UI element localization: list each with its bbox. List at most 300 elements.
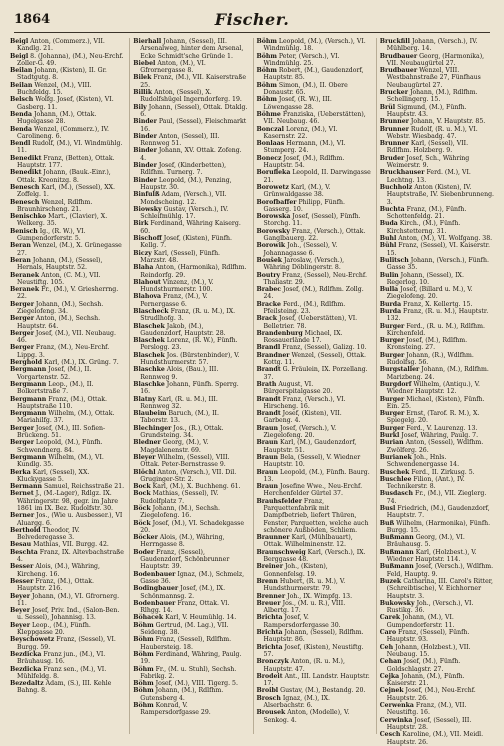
entry-details: Josef, (R. W.), III. Löwengasse 28. — [263, 96, 332, 111]
directory-entry — [257, 169, 371, 184]
directory-entry — [133, 89, 247, 104]
entry-surname: Bracke — [256, 300, 281, 308]
entry-details: Franz, (M.), Ottak. Hauptstr. 216. — [17, 577, 94, 593]
entry-surname: Blaschek — [133, 322, 165, 330]
directory-entry — [380, 432, 494, 439]
directory-entry — [133, 636, 247, 651]
directory-entry — [257, 614, 371, 629]
entry-surname: Blascheck — [133, 307, 169, 315]
entry-details: Josefine Wwe., Neu-Erchf. Herchenfelder Gürtel 37. — [263, 483, 363, 498]
entry-details: Karl, (Sessel), Fünfh. Marzstr. 48. — [140, 249, 221, 264]
directory-entry — [10, 680, 124, 695]
entry-details: Catharina, III. Carol's Ritter, (Schreibtische), V. Eichhorner Hauptstr. 3. — [386, 577, 494, 600]
directory-entry — [133, 264, 247, 279]
entry-details: Josef, Sch., Währing Weimerstr. 9. — [386, 154, 470, 170]
entry-details: Ferdinand, Währing Kaiserg. 60. — [140, 220, 241, 235]
entry-surname: Biebel — [133, 59, 156, 67]
directory-entry — [257, 140, 371, 155]
directory-entry — [380, 549, 494, 564]
directory-entry — [133, 220, 247, 235]
entry-surname: Bodenbauer — [133, 570, 176, 578]
entry-surname: Boušek — [256, 256, 283, 264]
entry-surname: Böhm — [256, 81, 277, 89]
directory-entry — [133, 549, 247, 571]
directory-entry — [257, 687, 371, 694]
directory-entry — [380, 563, 494, 578]
entry-details: Karl, (M.), IX. Grüng. 7. — [44, 359, 119, 367]
entry-details: Hermann, (M.), VI. Stumperg. 24. — [263, 140, 346, 155]
entry-surname: Blaschek — [133, 337, 165, 345]
entry-details: Wilhelm, (Antiqu.), V. Wiedner Hauptstr. 12. — [386, 380, 481, 396]
directory-entry — [380, 520, 494, 535]
entry-surname: Burgstaller — [379, 366, 420, 374]
directory-entry — [133, 585, 247, 600]
entry-surname: Böhm — [133, 680, 154, 688]
entry-surname: Beilan — [10, 67, 33, 75]
entry-surname: Beyer — [10, 607, 30, 615]
entry-surname: Bulitsch — [379, 256, 409, 264]
entry-details: Anton, (M.), Sechsh. Hauptstr. 64. — [17, 315, 101, 330]
entry-details: Johann, XV. Ottak. Zofeng. 4. — [140, 147, 242, 162]
entry-surname: Caro — [379, 629, 397, 637]
directory-entry — [10, 439, 124, 454]
directory-entry — [257, 410, 371, 425]
directory-entry — [257, 111, 371, 126]
entry-details: Josef, (M.), Rdlfhm. Hauptstr. 54. — [263, 154, 345, 170]
entry-surname: Bernet — [10, 490, 34, 498]
directory-entry — [10, 330, 124, 345]
entry-details: Gustav, (M.), Bestandg. 20. — [280, 687, 366, 695]
directory-entry — [133, 534, 247, 549]
entry-surname: Burgdorf — [379, 380, 412, 388]
entry-surname: Cejka — [379, 672, 400, 680]
directory-entry — [257, 629, 371, 644]
directory-entry — [380, 578, 494, 600]
entry-details: Josef, (Kinderbetten), Rdlfhm. Turnerg. 7. — [140, 162, 227, 177]
entry-surname: Binfulß — [133, 191, 160, 199]
directory-entry — [10, 666, 124, 681]
entry-details: Anton, (Modelle), V. Senkog. 4. — [263, 709, 350, 724]
directory-entry — [10, 286, 124, 301]
entry-surname: Borofbaffer — [256, 198, 297, 206]
entry-details: Joh., (Sessel), V. Johannagasse 6. — [263, 242, 338, 257]
entry-details: Franz, (M.), Ottak. Hauptstraße 110. — [17, 395, 107, 410]
directory-entry — [133, 490, 247, 505]
directory-entry — [257, 199, 371, 214]
entry-surname: Bezdicka — [10, 650, 42, 658]
entry-details: Wilhelm, (Harmonika), Fünfh. Burgg. 15. — [386, 519, 491, 534]
entry-details: Johann, (M.), (Sessel), Hernals, Hauptstr. 52. — [17, 256, 103, 272]
directory-entry — [380, 687, 494, 702]
entry-details: Ignaz, (M.), IX. Alserbachstr. 6. — [263, 694, 330, 710]
directory-entry — [10, 425, 124, 440]
entry-surname: Braun — [256, 439, 278, 447]
entry-surname: Brandt — [256, 410, 281, 418]
entry-surname: Borowetz — [256, 183, 289, 191]
entry-surname: Besser — [10, 577, 34, 585]
directory-entry — [133, 666, 247, 681]
entry-surname: Berger — [10, 424, 34, 432]
entry-details: Josef, Priv. Ind., (Salon-Ben. u. Sessel), Johannisg. 13. — [17, 607, 120, 622]
entry-details: Michael, (Kisten), Fünfh. Ein. 25. — [386, 395, 485, 410]
directory-entry — [257, 301, 371, 316]
entry-surname: Busdasch — [379, 490, 414, 498]
entry-surname: Biczy — [133, 249, 152, 257]
directory-entry — [380, 126, 494, 141]
entry-details: Franz, Ottak. Vl. Rlhgg. 14. — [140, 599, 230, 615]
entry-details: Johann, (M.), Rdlfhm. Marizbeng. 24. — [386, 366, 489, 381]
running-title: Fischer. — [214, 10, 290, 29]
directory-entry — [380, 242, 494, 257]
entry-details: Leopold, II. Darwingasse 21. — [263, 169, 371, 184]
entry-details: Rudolf, (M.), VI. Windmühlg. 11. — [17, 140, 123, 155]
entry-surname: Berger — [10, 315, 34, 323]
entry-details: Josef, (M.), IX. Schönmannsg. 2. — [140, 585, 226, 600]
directory-entry — [133, 177, 247, 192]
entry-surname: Böhme — [256, 110, 281, 118]
entry-surname: Bierhall — [133, 38, 162, 45]
entry-surname: Böhm — [133, 687, 154, 695]
entry-surname: Brabec — [256, 286, 282, 294]
entry-surname: Böhm — [133, 702, 154, 710]
entry-details: Johann, (M.), Rdlfhm. Gutensberg 4. — [140, 687, 224, 702]
entry-details: Johann, (Sessel), Ottak. Dtaklg. 6. — [140, 103, 248, 118]
directory-entry — [257, 396, 371, 411]
entry-details: Joh., (Kisten), Gonnenfelsg. 19. — [263, 563, 328, 578]
entry-details: Ignaz, (M.), Schmelz, Gasse 36. — [140, 570, 245, 585]
entry-surname: Blaschek — [133, 351, 165, 359]
directory-entry — [257, 53, 371, 68]
entry-surname: Benedikt — [10, 169, 42, 177]
entry-surname: Cerwenka — [379, 702, 414, 710]
entry-surname: Böhm — [133, 621, 154, 629]
entry-details: Ig., (R. W.), VI. Gumpendorferstr. 5. — [17, 227, 86, 243]
directory-entry — [380, 220, 494, 235]
directory-entry — [380, 272, 494, 287]
entry-details: Paul, (Sessel), Fleischmarkt 16. — [140, 118, 247, 133]
entry-surname: Bezedaltz — [10, 680, 44, 688]
entry-surname: Bily — [133, 103, 147, 111]
entry-surname: Ceh — [379, 643, 394, 651]
entry-details: Fr., (M.), V. Griesherrng. 22. — [17, 286, 119, 301]
directory-entry — [133, 687, 247, 702]
entry-surname: Bergmann — [10, 366, 47, 374]
entry-details: Franz, IX. Altevbachstraße 4. — [17, 548, 124, 564]
entry-surname: Buchta — [379, 205, 405, 213]
directory-entry — [380, 410, 494, 425]
entry-details: Johann, (Sessel), IX. Regerlog. 10. — [386, 271, 464, 286]
entry-details: Wenzel, (Commerz.), IV. Carolineng. 6. — [17, 125, 109, 140]
entry-surname: Buchholz — [379, 183, 413, 191]
entry-surname: Brül — [379, 103, 396, 111]
directory-entry — [133, 133, 247, 148]
directory-entry — [10, 111, 124, 126]
entry-details: Karl, (Sessel), VII. Rdlfhm. Holzberg. 9. — [386, 140, 469, 155]
entry-surname: Burger — [379, 410, 405, 418]
directory-entry — [10, 184, 124, 199]
entry-details: Ferdinand, Währing, Paulg. 19. — [140, 650, 242, 666]
entry-details: Jaroslaw, (Versch.), Währing Döblingerstr. 8. — [263, 256, 345, 272]
entry-surname: Braunschweig — [256, 548, 306, 556]
entry-details: Friedrich, (M.), Gaudenzdorf, Hauptstr. 7. — [386, 505, 490, 520]
directory-entry — [133, 206, 247, 221]
directory-entry — [10, 622, 124, 637]
entry-surname: Buda — [379, 220, 398, 228]
entry-details: Josef, (Kisten), Neustiftg. 57. — [263, 643, 364, 658]
entry-surname: Bulla — [379, 286, 399, 294]
directory-entry — [380, 323, 494, 338]
entry-surname: Brunner — [379, 118, 409, 126]
directory-entry — [380, 104, 494, 119]
entry-details: Karl, V. Heumühlg. 14. — [165, 614, 237, 622]
entry-surname: Burger — [379, 395, 405, 403]
directory-entry — [10, 38, 124, 53]
directory-entry — [257, 82, 371, 97]
entry-surname: Brandner — [256, 351, 290, 359]
entry-surname: Blechinger — [133, 424, 172, 432]
directory-entry — [10, 53, 124, 68]
entry-details: Johann, (Versch.), Fünfh. Gasse 35. — [386, 256, 489, 272]
entry-details: Franz, (Betten), Ottak. Hauptstr. 177. — [17, 154, 115, 170]
directory-entry — [10, 199, 124, 214]
directory-entry — [380, 184, 494, 206]
directory-entry — [10, 257, 124, 272]
entry-details: Hubert, (R. u. M.), V. Hundsthurmerstr. 79. — [263, 577, 346, 593]
entry-surname: Beilan — [10, 81, 33, 89]
entry-surname: Brath — [256, 380, 277, 388]
directory-entry — [133, 396, 247, 411]
entry-details: Josef, (M.), VIII. Tigerg. 5. — [155, 680, 238, 688]
entry-surname: Blaschke — [133, 366, 165, 374]
entry-details: Adam, (Versch.), VII. Mondscheing. 12. — [140, 191, 227, 206]
entry-details: Franz, (Sessel), Fünfh. Hauptstr. 93. — [386, 629, 470, 644]
entry-details: Wilhelm, (M.), Ottak. Mariahilfg. 37. — [17, 410, 115, 425]
directory-entry — [10, 140, 124, 155]
directory-entry — [380, 235, 494, 242]
entry-surname: Bußmann — [379, 534, 414, 542]
directory-entry — [257, 469, 371, 484]
directory-entry — [10, 96, 124, 111]
entry-surname: Bergmann — [10, 380, 47, 388]
entry-surname: Bendl — [10, 140, 31, 148]
entry-surname: Cejnek — [379, 687, 404, 695]
entry-details: Josef, (Kisten), VII. Garbeng. 4. — [263, 410, 342, 425]
entry-surname: Belsch — [10, 96, 34, 104]
directory-entry — [380, 490, 494, 505]
entry-details: Ferd., II. Zirkusg. 5. — [411, 468, 475, 476]
entry-details: Franz, (Versch.), Ottak. Ganglbauerg. 22. — [263, 227, 366, 243]
entry-surname: Bodenbauer — [133, 599, 176, 607]
entry-details: Mathias, (Sessel), IV. Rudolfplatz 7. — [140, 490, 219, 505]
entry-details: Josef, (Sessel), Fünfh. Storchg. 11. — [263, 213, 361, 228]
entry-surname: Beyer — [10, 621, 30, 629]
entry-details: Mathias, VII. Burgg. 42. — [33, 541, 109, 549]
entry-details: Fr., (M.), VII. Zieglerg. 74. — [386, 490, 487, 505]
entry-details: Mart., (Clavier), X. Welkerg. 35. — [17, 213, 108, 228]
directory-entry — [257, 184, 371, 199]
entry-surname: Beran — [10, 256, 31, 264]
entry-details: Georg, (Harmonika), VII. Neubaugürtel 27. — [386, 52, 485, 67]
entry-details: Johann, (M.), Sechsh. Ziegelofeng. 16. — [140, 505, 220, 520]
directory-entry — [380, 381, 494, 396]
directory-entry — [133, 425, 247, 440]
entry-surname: Biowsky — [133, 205, 162, 213]
entry-surname: Besser — [10, 563, 34, 571]
entry-surname: Boutry — [256, 271, 281, 279]
entry-surname: Binder — [133, 147, 157, 155]
entry-surname: Bleyer — [133, 453, 156, 461]
directory-entry — [380, 505, 494, 520]
directory-entry — [257, 454, 371, 469]
entry-details: Franz, (Sessel), Rdlfhm. Haubersteig. 18. — [140, 636, 232, 651]
directory-entry — [10, 315, 124, 330]
directory-entry — [133, 483, 247, 490]
entry-details: Josef, (M.), Rdlfhm. Zollg. 24. — [263, 286, 364, 301]
entry-surname: Buschek — [379, 468, 410, 476]
directory-entry — [133, 505, 247, 520]
directory-entry — [380, 53, 494, 68]
directory-entry — [133, 439, 247, 454]
directory-entry — [380, 308, 494, 323]
entry-surname: Bußmann — [379, 548, 414, 556]
entry-surname: Benesch — [10, 198, 40, 206]
entry-details: Franz jun., (M.), VI. Bräuhausg. 16. — [17, 650, 106, 666]
directory-entry — [10, 490, 124, 512]
directory-entry — [257, 439, 371, 454]
entry-details: Ferd., (M.), Rdlfhm. Pfeilsteing. 23. — [263, 300, 346, 315]
directory-entry — [10, 381, 124, 396]
entry-surname: Bukowsky — [379, 599, 415, 607]
entry-details: Lorenz, (R. W.), Fünfh. Perslogg. 23. — [140, 337, 238, 352]
entry-details: Franz, (R. u. M.), IX. Strudlhofg. 3. — [140, 307, 236, 323]
directory-entry — [10, 410, 124, 425]
entry-surname: Binder — [133, 176, 157, 184]
directory-column-1 — [10, 38, 124, 734]
entry-surname: Brichta — [256, 643, 283, 651]
entry-details: Konrad, V. Rampersdorfgasse 29. — [140, 702, 211, 717]
entry-surname: Burkl — [379, 432, 400, 440]
entry-details: Jakob, (M.), Gaudenzdorf, Hauptstr. 28. — [140, 322, 226, 337]
directory-entry — [380, 717, 494, 732]
entry-details: Franz, (Versch.), VI. Hirscheng. 16. — [263, 395, 346, 410]
directory-entry — [257, 272, 371, 287]
entry-surname: Buß — [379, 519, 395, 527]
entry-surname: Bruckfill — [379, 38, 410, 45]
entry-surname: Böck — [133, 505, 151, 512]
entry-details: Leopold, (M.), Fünfh. Schwendnerg. 84. — [17, 439, 103, 454]
entry-surname: Binder — [133, 118, 157, 126]
entry-details: Anton, (R. u. M.), Hauptstr. 47. — [263, 658, 345, 673]
entry-details: Franz, Parquettenfabrik mit Dampfbetrieb, liefert Thüren, Fenster, Parquetten, welche auch schönere Außböden, Schliem. — [263, 497, 369, 534]
entry-surname: Burger — [379, 337, 405, 345]
directory-entry — [380, 534, 494, 549]
directory-entry — [133, 520, 247, 535]
entry-details: 8. (Johanna), (M.), Neu-Erchf. Zoller-G. 49. — [17, 52, 124, 67]
entry-surname: Brandt — [256, 395, 281, 403]
entry-details: Johann, (M.), Sechsh. Ziegelofeng. 34. — [17, 300, 104, 315]
directory-entry — [10, 272, 124, 287]
directory-entry — [257, 155, 371, 170]
entry-surname: Beyschowetz — [10, 636, 55, 644]
entry-surname: Burian — [379, 439, 404, 447]
entry-surname: Böcker — [133, 534, 158, 542]
entry-surname: Bock — [133, 490, 151, 498]
directory-entry — [257, 315, 371, 330]
entry-surname: Brunner — [379, 140, 409, 148]
directory-entry — [257, 483, 371, 498]
entry-surname: Cesch — [379, 731, 401, 739]
entry-surname: Bischoff — [133, 235, 162, 243]
directory-entry — [257, 658, 371, 673]
entry-details: Fr., (M. u. Stuhl), Sechsh. Fabrikg. 2. — [140, 665, 237, 680]
directory-entry — [133, 308, 247, 323]
directory-entry — [133, 702, 247, 717]
directory-entry — [133, 74, 247, 89]
directory-entry — [380, 702, 494, 717]
directory-entry — [133, 323, 247, 338]
entry-surname: Bilek — [133, 74, 152, 82]
entry-details: Vinzenz, (M.), V. Hundsthurmerstr. 100. — [140, 278, 214, 294]
entry-surname: Berger — [10, 344, 34, 352]
entry-details: Leopold, (M.), Penzing, Haupstr. 30. — [140, 176, 232, 191]
entry-surname: Breiner — [256, 563, 283, 571]
directory-entry — [380, 476, 494, 491]
directory-entry — [257, 695, 371, 710]
entry-surname: Borufleka — [256, 169, 291, 177]
entry-details: Jos. (Bürstenbinder), V. Hundsthurmerstr. 57. — [140, 351, 240, 367]
directory-entry — [257, 330, 371, 345]
entry-surname: Bezdicka — [10, 665, 42, 673]
entry-details: Franz, (M.), V. Pernergasse 6. — [140, 293, 208, 308]
entry-surname: Beigl — [10, 38, 29, 45]
directory-entry — [257, 593, 371, 600]
entry-details: Ferd. (M.), VI. Lechtng. 13. — [386, 169, 471, 184]
entry-surname: Berka — [10, 468, 31, 476]
entry-details: Josef, (M.), Neu-Erchf. Hauptstr. 26. — [386, 687, 476, 702]
directory-entry — [257, 257, 371, 272]
entry-surname: Böhm — [256, 38, 277, 45]
directory-entry — [10, 359, 124, 366]
entry-surname: Besau — [10, 541, 32, 549]
entry-details: Baruch, (M.), II. Taborstr. 13. — [140, 410, 219, 425]
directory-entry — [380, 140, 494, 155]
entry-surname: Böhm — [256, 67, 277, 75]
directory-entry — [133, 104, 247, 119]
directory-entry — [10, 126, 124, 141]
entry-details: Johann, Fünfh. Sperrg. 16. — [140, 380, 239, 396]
directory-entry — [10, 155, 124, 170]
directory-entry — [133, 191, 247, 206]
entry-details: Johann, (M.), Rdlfhm. Schellingerg. 15. — [386, 89, 478, 104]
directory-entry — [10, 67, 124, 82]
entry-details: Karl, (M.), Gaudenzdorf, Hauptstr. 51. — [263, 439, 357, 454]
entry-surname: Beranek — [10, 286, 40, 294]
entry-details: August, VI. Bürgerspitalgasse 20. — [263, 380, 333, 396]
directory-entry — [133, 293, 247, 308]
entry-surname: Birk — [133, 220, 149, 228]
directory-entry — [380, 425, 494, 432]
entry-details: Anton, (Harmonika), Rdlfhm. Reindorfg. 29. — [140, 264, 247, 279]
entry-details: Johann, (M.), Fünfh. Kaiserstr. 21. — [386, 672, 465, 688]
directory-entry — [10, 593, 124, 608]
directory-entry — [10, 483, 124, 490]
entry-surname: Blahova — [133, 293, 162, 301]
directory-entry — [10, 636, 124, 651]
entry-surname: Brudbauer — [379, 52, 418, 60]
entry-details: Anton, (Sessel), III. Rennweg 51. — [140, 132, 220, 148]
entry-details: Leopold, (M.), (Versch.), VI. Windmühlg. 18. — [263, 38, 366, 53]
directory-entry — [133, 410, 247, 425]
